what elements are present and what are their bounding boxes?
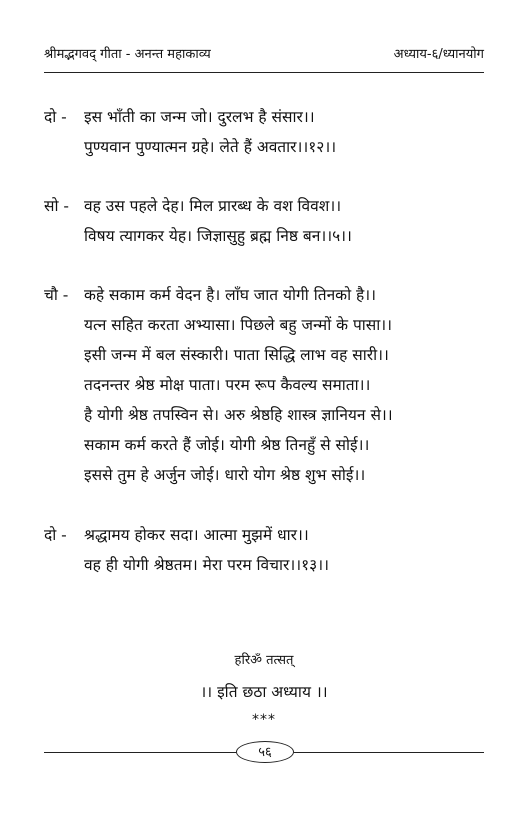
verse-marker: सो -: [44, 197, 70, 215]
verse-text: पुण्यवान पुण्यात्मन ग्रहे। लेते हैं अवतार।।१२।।: [84, 138, 337, 156]
verse-text: वह ही योगी श्रेष्ठतम। मेरा परम विचार।।१३।।: [84, 556, 329, 574]
verse-line: [44, 430, 484, 460]
verse-line: [44, 221, 484, 251]
footer-divider-right: [294, 752, 484, 753]
verse-text: है योगी श्रेष्ठ तपस्विन से। अरु श्रेष्ठहि शास्त्र ज्ञानियन से।।: [84, 406, 393, 424]
stanza-doha-13: [44, 520, 484, 580]
verse-text: तदनन्तर श्रेष्ठ मोक्ष पाता। परम रूप कैवल्य समाता।।: [84, 376, 371, 394]
chapter-title: अध्याय-६/ध्यानयोग: [393, 47, 484, 62]
verse-line: [44, 102, 484, 132]
verse-text: इस भाँती का जन्म जो। दुरलभ है संसार।।: [84, 108, 315, 126]
verse-line: [44, 191, 484, 221]
chapter-end-title: ।। इति छठा अध्याय ।।: [200, 683, 328, 701]
verse-marker: चौ -: [44, 286, 69, 304]
hari-om-tatsat: हरिॐ तत्सत्: [234, 653, 294, 668]
stanza-doha-12: [44, 102, 484, 162]
verse-line: [44, 550, 484, 580]
header-divider: [44, 72, 484, 73]
section-stars: ***: [252, 712, 276, 728]
page-number: ५६: [236, 741, 294, 763]
verse-line: [44, 340, 484, 370]
verse-line: [44, 460, 484, 490]
verse-text: यत्न सहित करता अभ्यासा। पिछले बहु जन्मों के पासा।।: [84, 316, 393, 334]
verse-text: श्रद्धामय होकर सदा। आत्मा मुझमें धार।।: [84, 526, 309, 544]
verse-text: इससे तुम हे अर्जुन जोई। धारो योग श्रेष्ठ शुभ सोई।।: [84, 466, 366, 484]
verse-marker: दो -: [44, 108, 67, 126]
stanza-soratha-5: [44, 191, 484, 251]
verse-line: [44, 400, 484, 430]
verse-text: सकाम कर्म करते हैं जोई। योगी श्रेष्ठ तिनहुँ से सोई।।: [84, 436, 370, 454]
verse-text: इसी जन्म में बल संस्कारी। पाता सिद्धि लाभ वह सारी।।: [84, 346, 389, 364]
verse-line: [44, 370, 484, 400]
verse-text: विषय त्यागकर येह। जिज्ञासुहु ब्रह्म निष्ठ बन।।५।।: [84, 227, 352, 245]
verse-marker: दो -: [44, 526, 67, 544]
stanza-chaupai: [44, 280, 484, 490]
verse-block: [44, 102, 484, 609]
verse-line: [44, 132, 484, 162]
book-title: श्रीमद्भगवद् गीता - अनन्त महाकाव्य: [44, 47, 211, 62]
running-header: [44, 44, 484, 66]
verse-line: [44, 520, 484, 550]
footer-divider-left: [44, 752, 236, 753]
verse-line: [44, 310, 484, 340]
verse-text: कहे सकाम कर्म वेदन है। लाँघ जात योगी तिनको है।।: [84, 286, 377, 304]
verse-text: वह उस पहले देह। मिल प्रारब्ध के वश विवश।।: [84, 197, 342, 215]
verse-line: [44, 280, 484, 310]
